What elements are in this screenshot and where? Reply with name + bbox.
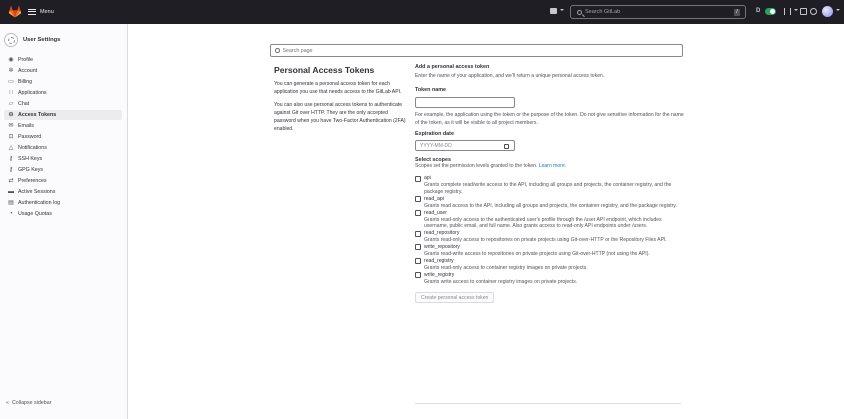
global-search-input[interactable] bbox=[570, 5, 746, 19]
scope-item bbox=[415, 272, 687, 286]
log-icon: ▤ bbox=[8, 200, 14, 206]
sidebar-item-emails[interactable] bbox=[4, 121, 122, 131]
sidebar-item-label: SSH Keys bbox=[18, 156, 43, 162]
scope-checkbox[interactable] bbox=[415, 196, 421, 202]
intro-section bbox=[274, 65, 406, 138]
merge-request-icon[interactable] bbox=[784, 8, 791, 15]
sidebar-title: User Settings bbox=[23, 37, 61, 43]
sidebar-item-ssh-keys[interactable] bbox=[4, 154, 122, 164]
sidebar-item-authentication-log[interactable] bbox=[4, 198, 122, 208]
calendar-icon[interactable] bbox=[504, 144, 509, 149]
account-icon: ✲ bbox=[8, 68, 14, 74]
quota-icon: ◔ bbox=[9, 211, 13, 217]
scope-name: write_repository bbox=[424, 243, 460, 250]
sidebar-item-label: Profile bbox=[18, 57, 34, 63]
scope-description: Grants read-write access to repositories on private projects using Git-over-HTTP (not using the API). bbox=[424, 250, 650, 257]
menu-button[interactable] bbox=[28, 6, 54, 18]
sidebar-item-chat[interactable] bbox=[4, 99, 122, 109]
sidebar-item-profile[interactable] bbox=[4, 55, 122, 65]
scope-name: read_api bbox=[424, 195, 444, 202]
sidebar-item-label: Access Tokens bbox=[18, 112, 57, 118]
double-chevron-left-icon: « bbox=[6, 400, 9, 406]
page-search-input[interactable] bbox=[270, 44, 683, 57]
scope-item bbox=[415, 244, 687, 258]
search-shortcut-badge: / bbox=[734, 9, 740, 16]
scope-name: read_repository bbox=[424, 230, 460, 237]
help-icon[interactable] bbox=[810, 8, 817, 15]
learn-more-link[interactable]: Learn more. bbox=[538, 163, 567, 170]
form-heading: Add a personal access token bbox=[415, 64, 490, 70]
duo-label: D bbox=[756, 8, 761, 14]
collapse-sidebar-label: Collapse sidebar bbox=[11, 400, 52, 406]
search-icon bbox=[577, 10, 582, 15]
scopes-list bbox=[415, 175, 687, 285]
applications-icon: ∷ bbox=[9, 90, 13, 96]
expiration-date-input[interactable] bbox=[415, 140, 515, 151]
sidebar-item-password[interactable] bbox=[4, 132, 122, 142]
expiration-date-placeholder: YYYY-MM-DD bbox=[420, 142, 452, 149]
scopes-help-text: Scopes set the permission levels granted to the token. bbox=[415, 163, 538, 170]
token-icon: ⊖ bbox=[8, 112, 14, 118]
page-title: Personal Access Tokens bbox=[274, 65, 375, 75]
scope-checkbox[interactable] bbox=[415, 231, 421, 237]
section-divider bbox=[415, 403, 681, 404]
scope-item bbox=[415, 175, 687, 196]
search-placeholder: Search GitLab bbox=[585, 9, 621, 15]
user-avatar[interactable] bbox=[822, 6, 833, 17]
sidebar-item-label: Usage Quotas bbox=[18, 211, 52, 217]
mail-icon: ✉ bbox=[8, 123, 14, 129]
form-intro: Enter the name of your application, and we'll return a unique personal access token. bbox=[415, 73, 605, 79]
scope-checkbox[interactable] bbox=[415, 258, 421, 264]
collapse-sidebar-button[interactable] bbox=[6, 400, 51, 406]
scope-checkbox[interactable] bbox=[415, 176, 421, 182]
scope-name: api bbox=[424, 175, 431, 182]
todo-icon[interactable] bbox=[800, 8, 807, 15]
sidebar bbox=[0, 24, 128, 419]
sidebar-item-label: Password bbox=[18, 134, 42, 140]
search-icon bbox=[275, 48, 280, 53]
hamburger-icon bbox=[28, 9, 36, 15]
sidebar-item-label: Applications bbox=[18, 90, 47, 96]
chevron-down-icon[interactable] bbox=[560, 9, 564, 11]
scope-item bbox=[415, 210, 687, 231]
scope-description: Grants read access to the API, including all groups and projects, the container registry, and the package registry. bbox=[424, 202, 677, 209]
sidebar-item-label: Emails bbox=[18, 123, 34, 129]
scopes-label: Select scopes bbox=[415, 157, 451, 164]
profile-icon: ◉ bbox=[8, 57, 14, 63]
preferences-icon: ⇄ bbox=[8, 178, 14, 184]
lock-icon: ⊡ bbox=[8, 134, 14, 140]
sidebar-item-label: Billing bbox=[18, 79, 33, 85]
create-token-button[interactable]: Create personal access token bbox=[415, 292, 494, 303]
scope-description: Grants read-only access to repositories on private projects using Git-over-HTTP or the Repository Files API. bbox=[424, 237, 667, 244]
sidebar-item-usage-quotas[interactable] bbox=[4, 209, 122, 219]
sidebar-item-label: GPG Keys bbox=[18, 167, 44, 173]
chat-icon: ▱ bbox=[8, 101, 14, 107]
chevron-down-icon[interactable] bbox=[794, 9, 798, 11]
sidebar-item-active-sessions[interactable] bbox=[4, 187, 122, 197]
scope-name: read_user bbox=[424, 209, 447, 216]
sidebar-item-label: Active Sessions bbox=[18, 189, 56, 195]
sidebar-item-preferences[interactable] bbox=[4, 176, 122, 186]
scope-description: Grants write access to container registry images on private projects. bbox=[424, 278, 578, 285]
token-name-label: Token name bbox=[415, 86, 447, 93]
token-name-input[interactable] bbox=[415, 97, 515, 108]
scope-description: Grants read-only access to container registry images on private projects. bbox=[424, 264, 588, 271]
sidebar-item-label: Account bbox=[18, 68, 38, 74]
sidebar-item-gpg-keys[interactable] bbox=[4, 165, 122, 175]
scope-item bbox=[415, 196, 687, 210]
user-settings-avatar bbox=[4, 33, 18, 47]
sidebar-item-notifications[interactable] bbox=[4, 143, 122, 153]
sidebar-item-applications[interactable] bbox=[4, 88, 122, 98]
key-icon: ⚷ bbox=[8, 156, 14, 162]
scope-name: write_registry bbox=[424, 271, 455, 278]
monitor-icon: ▬ bbox=[8, 189, 14, 195]
key-icon: ⚷ bbox=[8, 167, 14, 173]
gitlab-logo-icon[interactable] bbox=[8, 5, 22, 19]
scopes-help bbox=[415, 163, 687, 171]
create-new-icon[interactable] bbox=[550, 8, 557, 14]
token-form bbox=[415, 64, 687, 303]
sidebar-item-label: Authentication log bbox=[18, 200, 61, 206]
sidebar-item-account[interactable] bbox=[4, 66, 122, 76]
scope-description: Grants read-only access to the authenticated user's profile through the /user API endpoint, which includes username, public email, and full name. Also grants access to read-only API endpoints under /users. bbox=[424, 216, 662, 230]
page-search-placeholder: Search page bbox=[282, 47, 313, 54]
sidebar-header[interactable] bbox=[4, 33, 60, 47]
sidebar-item-access-tokens[interactable] bbox=[4, 110, 122, 120]
token-name-help: For example, the application using the token or the purpose of the token. Do not give sensitive information for the name of the token, as it will be visible to all project members. bbox=[415, 111, 684, 126]
bell-icon: △ bbox=[8, 145, 14, 151]
sidebar-item-label: Chat bbox=[18, 101, 30, 107]
scope-description: Grants complete read/write access to the API, including all groups and projects, the container registry, and the package registry. bbox=[424, 182, 672, 195]
intro-paragraph: You can also use personal access tokens to authenticate against Git over HTTP. They are the only accepted password when you have Two-Factor Authentication (2FA) enabled. bbox=[274, 102, 406, 132]
chevron-down-icon[interactable] bbox=[836, 9, 840, 11]
scope-name: read_registry bbox=[424, 257, 454, 264]
intro-paragraph: You can generate a personal access token for each application you use that needs access to the GitLab API. bbox=[274, 81, 402, 95]
scope-checkbox[interactable] bbox=[415, 272, 421, 278]
scope-item bbox=[415, 258, 687, 272]
duo-toggle[interactable] bbox=[765, 8, 776, 15]
sidebar-item-billing[interactable] bbox=[4, 77, 122, 87]
scope-checkbox[interactable] bbox=[415, 210, 421, 216]
expiration-date-label: Expiration date bbox=[415, 131, 454, 138]
sidebar-item-label: Notifications bbox=[18, 145, 47, 151]
sidebar-item-label: Preferences bbox=[18, 178, 47, 184]
scope-checkbox[interactable] bbox=[415, 244, 421, 250]
scope-item bbox=[415, 230, 687, 244]
top-bar bbox=[0, 0, 844, 24]
menu-label: Menu bbox=[40, 9, 54, 15]
billing-icon: ▭ bbox=[8, 79, 14, 85]
